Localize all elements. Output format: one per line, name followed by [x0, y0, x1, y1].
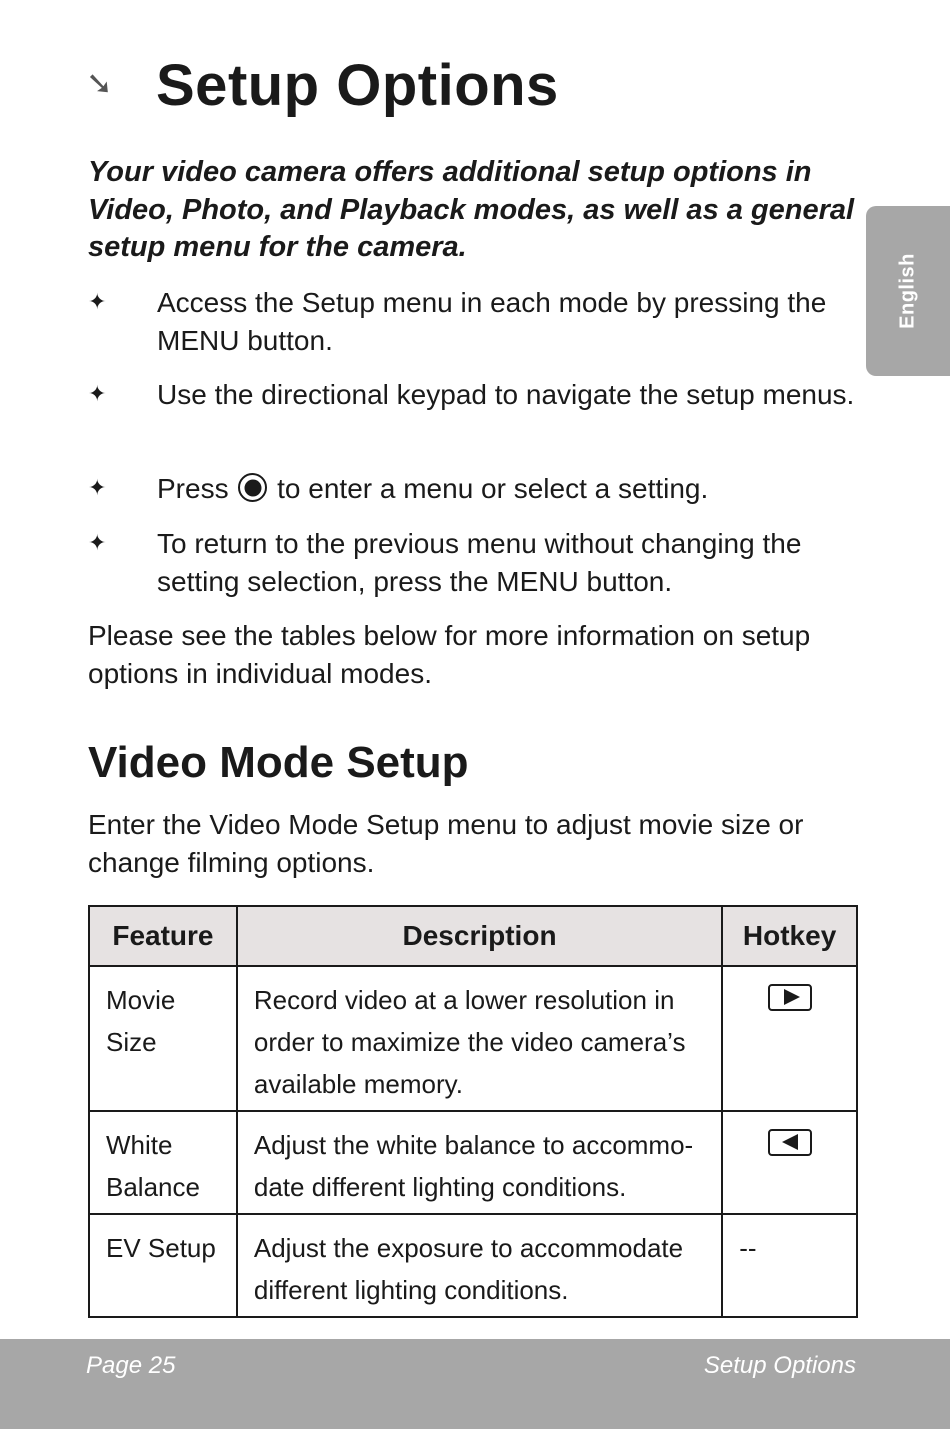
table-row: [89, 966, 857, 1111]
bullet-text-after-icon: to enter a menu or select a setting.: [277, 473, 709, 504]
hotkey-cell: [722, 966, 857, 1111]
bullet-text-before-icon: Press: [157, 473, 229, 504]
table-header-row: [89, 906, 857, 966]
hotkey-cell: [722, 1111, 857, 1214]
description-cell: Adjust the exposure to accommodate different lighting conditions.: [237, 1214, 722, 1317]
section-description: Enter the Video Mode Setup menu to adjust movie size or change filming options.: [88, 809, 804, 878]
language-tab-label: English: [896, 253, 919, 329]
feature-table: [88, 905, 858, 1318]
description-cell: Adjust the white balance to accommo-date different lighting conditions.: [237, 1111, 722, 1214]
hotkey-text: --: [739, 1233, 757, 1263]
left-key-icon: [768, 1129, 812, 1156]
diagonal-arrow-icon: ➘: [86, 64, 113, 102]
table-row: [89, 1214, 857, 1317]
page-number: Page 25: [86, 1352, 176, 1379]
bullet-item: [88, 470, 858, 508]
intro-paragraph: Your video camera offers additional setup options in Video, Photo, and Playback modes, as well as a general setup menu for the camera.: [88, 156, 855, 263]
footer-section-title: Setup Options: [703, 1352, 856, 1379]
closing-paragraph: Please see the tables below for more information on setup options in individual modes.: [88, 620, 811, 689]
bullet-text: Use the directional keypad to navigate the setup menus.: [157, 379, 855, 410]
hotkey-cell: [722, 1214, 857, 1317]
description-cell: Record video at a lower resolution in order to maximize the video camera’s available memory.: [237, 966, 722, 1111]
four-point-star-icon: ✦: [88, 290, 107, 315]
column-header-description: Description: [237, 906, 722, 966]
four-point-star-icon: ✦: [88, 382, 107, 407]
page-title: Setup Options: [156, 53, 559, 118]
column-header-hotkey: Hotkey: [722, 906, 857, 966]
bullet-text: To return to the previous menu without changing the setting selection, press the MENU button.: [157, 528, 802, 597]
language-tab[interactable]: [866, 206, 950, 376]
right-key-icon: [768, 984, 812, 1011]
bullet-item: [88, 525, 858, 600]
feature-cell: White Balance: [89, 1111, 237, 1214]
column-header-feature: Feature: [89, 906, 237, 966]
section-heading: Video Mode Setup: [88, 738, 469, 787]
feature-cell: Movie Size: [89, 966, 237, 1111]
bullet-text: Access the Setup menu in each mode by pressing the MENU button.: [157, 287, 827, 356]
feature-cell: EV Setup: [89, 1214, 237, 1317]
four-point-star-icon: ✦: [88, 476, 107, 501]
bullet-text: [157, 470, 858, 508]
bullet-item: [88, 284, 858, 359]
four-point-star-icon: ✦: [88, 531, 107, 556]
footer-bar: [0, 1339, 950, 1429]
table-row: [89, 1111, 857, 1214]
ok-button-icon: [238, 473, 267, 502]
bullet-item: [88, 376, 858, 414]
